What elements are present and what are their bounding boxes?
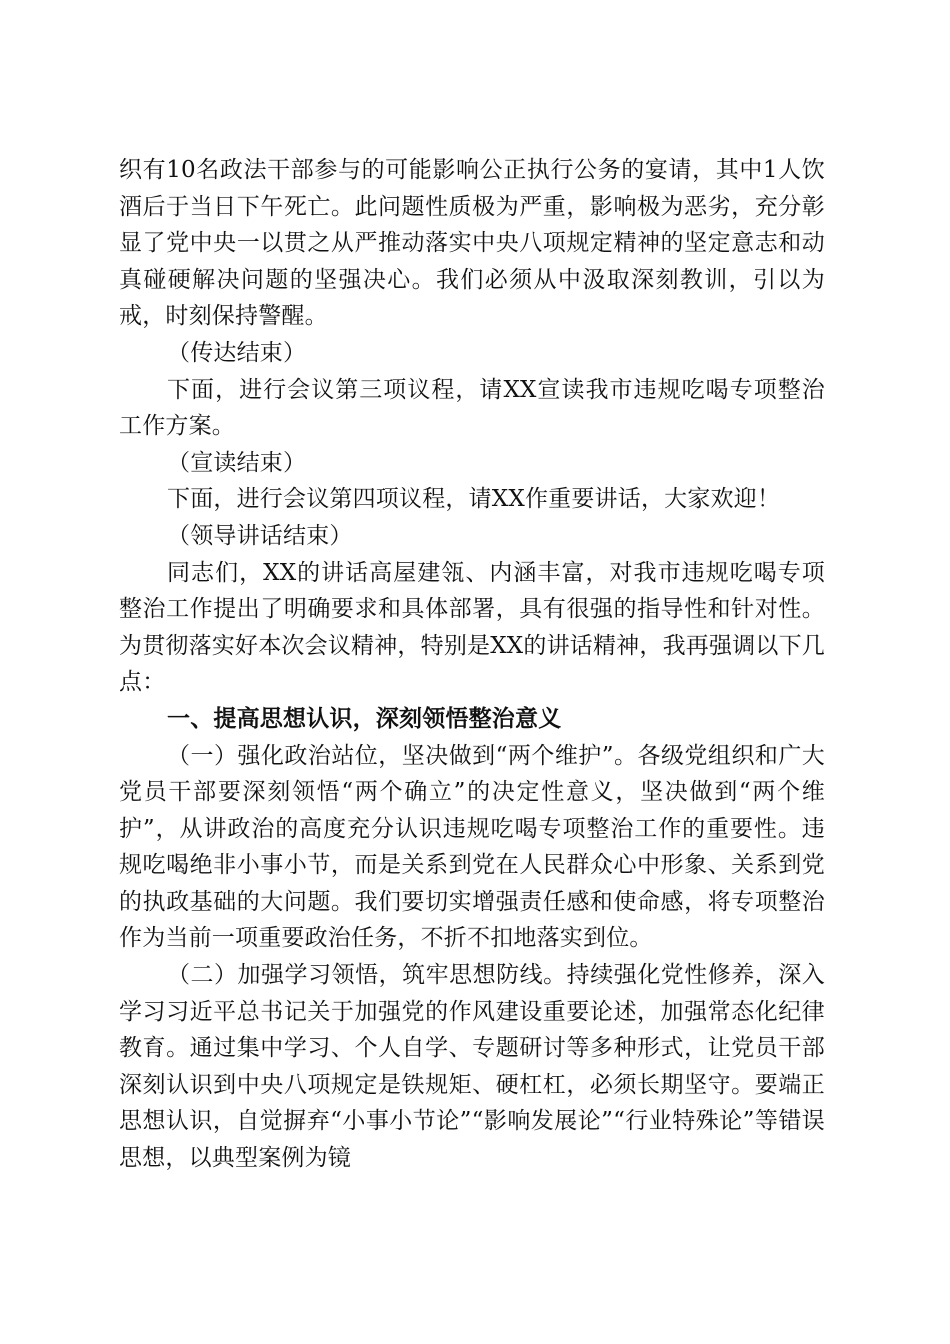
paragraph-point-1: （一）强化政治站位，坚决做到“两个维护”。各级党组织和广大党员干部要深刻领悟“两个确立”的决定性意义，坚决做到“两个维护”，从讲政治的高度充分认识违规吃喝专项整治工作的重要性。违规吃喝绝非小事小节，而是关系到党在人民群众心中形象、关系到党的执政基础的大问题。我们要切实增强责任感和使命感，将专项整治作为当前一项重要政治任务，不折不扣地落实到位。 xyxy=(119,742,825,952)
section-heading-1: 一、提高思想认识，深刻领悟整治意义 xyxy=(167,705,562,732)
document-body xyxy=(119,152,825,1177)
paragraph-point-2: （二）加强学习领悟，筑牢思想防线。持续强化党性修养，深入学习习近平总书记关于加强党的作风建设重要论述，加强常态化纪律教育。通过集中学习、个人自学、专题研讨等多种形式，让党员干部深刻认识到中央八项规定是铁规矩、硬杠杠，必须长期坚守。要端正思想认识，自觉摒弃“小事小节论”“影响发展论”“行业特殊论”等错误思想，以典型案例为镜 xyxy=(119,962,825,1172)
paragraph-note-reading-end: （宣读结束） xyxy=(167,449,307,476)
paragraph-continuation: 织有10名政法干部参与的可能影响公正执行公务的宴请，其中1人饮酒后于当日下午死亡。此问题性质极为严重，影响极为恶劣，充分彰显了党中央一以贯之从严推动落实中央八项规定精神的坚定意志和动真碰硬解决问题的坚强决心。我们必须从中汲取深刻教训，引以为戒，时刻保持警醒。 xyxy=(119,157,825,330)
paragraph-summary: 同志们，XX的讲话高屋建瓴、内涵丰富，对我市违规吃喝专项整治工作提出了明确要求和具体部署，具有很强的指导性和针对性。为贯彻落实好本次会议精神，特别是XX的讲话精神，我再强调以下几点： xyxy=(119,559,825,696)
paragraph-note-transmission-end: （传达结束） xyxy=(167,339,307,366)
paragraph-note-speech-end: （领导讲话结束） xyxy=(167,522,353,549)
paragraph-agenda-item-3: 下面，进行会议第三项议程，请XX宣读我市违规吃喝专项整治工作方案。 xyxy=(119,376,825,440)
paragraph-agenda-item-4: 下面，进行会议第四项议程，请XX作重要讲话，大家欢迎！ xyxy=(167,486,781,513)
